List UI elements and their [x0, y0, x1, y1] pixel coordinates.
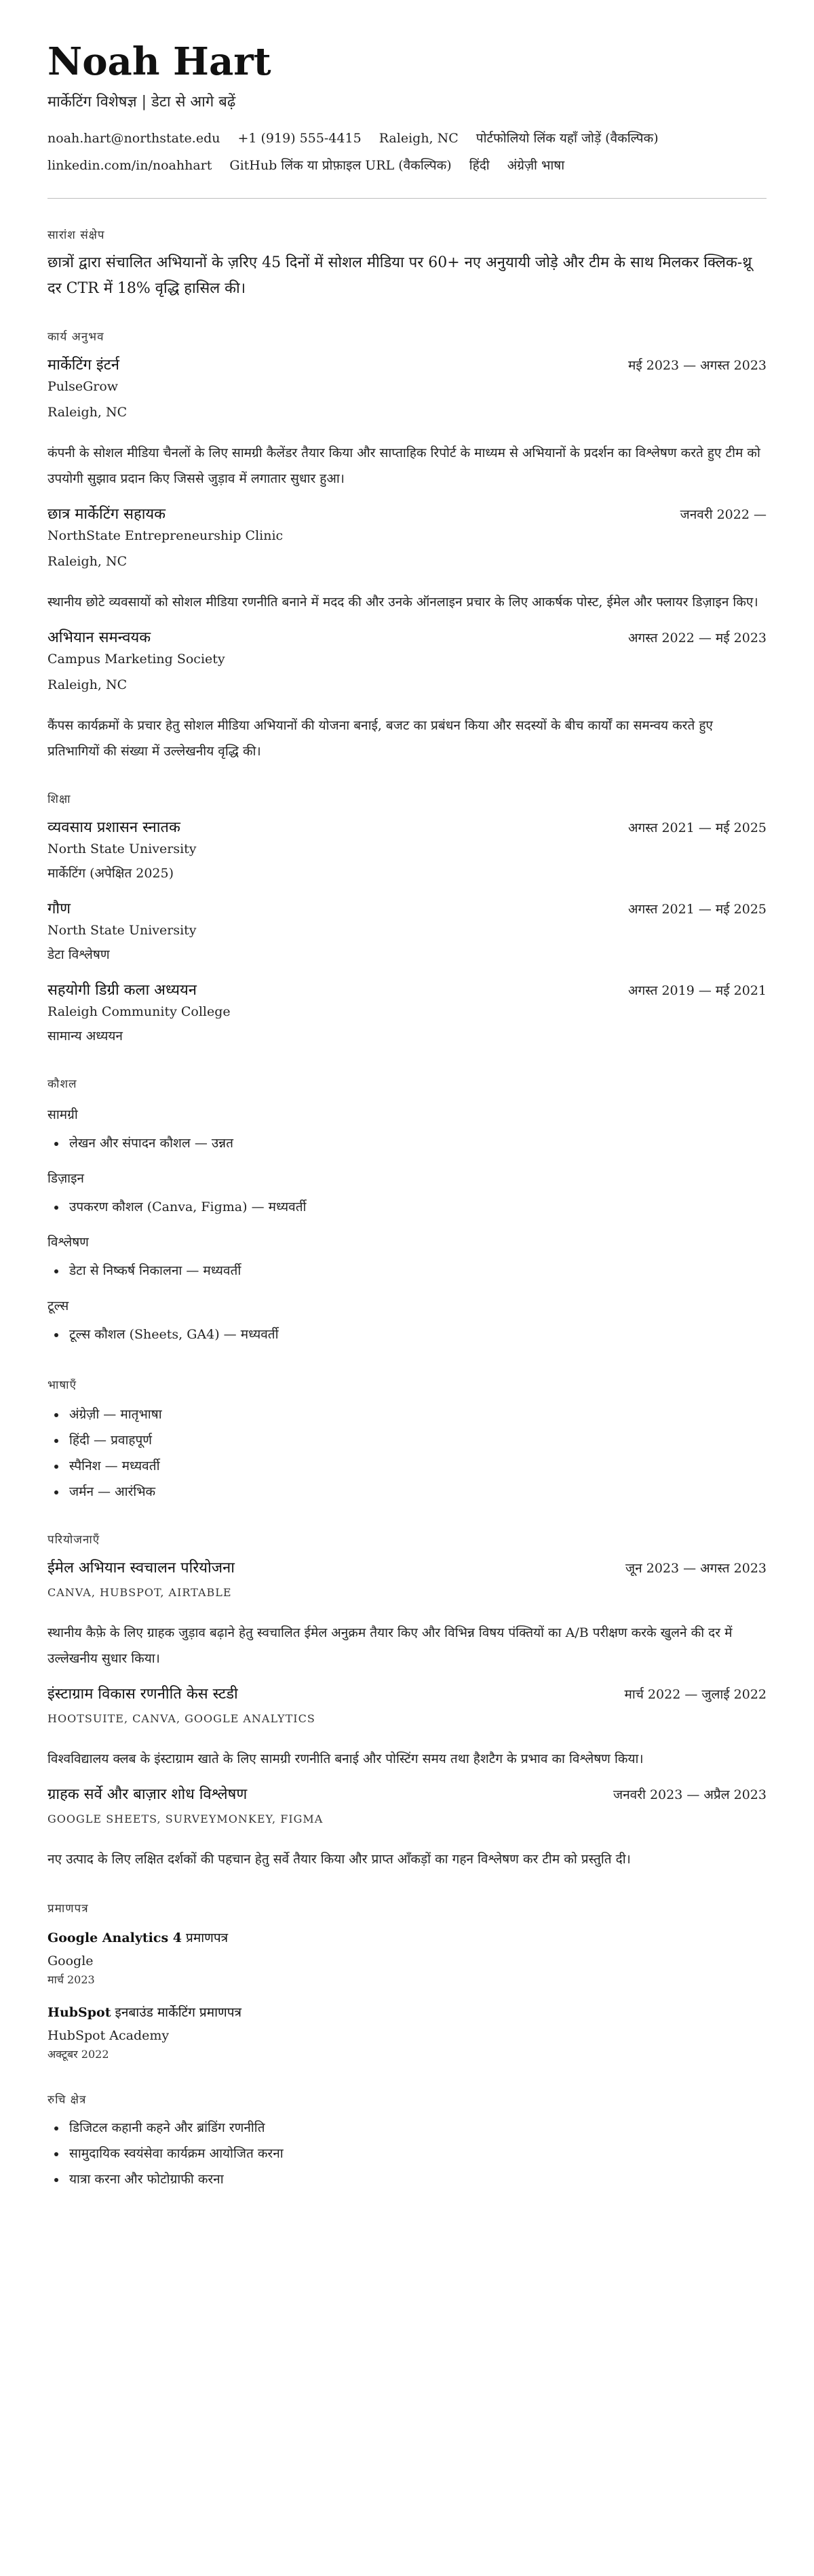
certification-name: [47, 1928, 767, 1948]
skills-heading: कौशल: [47, 1077, 77, 1091]
job-company: PulseGrow: [47, 379, 119, 394]
skill-group-name: टूल्स: [47, 1299, 69, 1313]
school-name: Raleigh Community College: [47, 1004, 231, 1019]
interest-item: • यात्रा करना और फोटोग्राफी करना: [66, 2166, 767, 2192]
job-description: कैंपस कार्यक्रमों के प्रचार हेतु सोशल मीडिया अभियानों की योजना बनाई, बजट का प्रबंधन किया और सदस्यों के बीच कार्यों का समन्वय करते हुए प्रतिभागियों की संख्या में उल्लेखनीय वृद्धि की।: [47, 718, 713, 759]
languages-list: [47, 1402, 767, 1505]
contact-portfolio[interactable]: पोर्टफोलियो लिंक यहाँ जोड़ें (वैकल्पिक): [476, 131, 659, 146]
contact-email[interactable]: noah.hart@northstate.edu: [47, 131, 220, 146]
project-description: नए उत्पाद के लिए लक्षित दर्शकों की पहचान हेतु सर्वे तैयार किया और प्राप्त आँकड़ों का गहन विश्लेषण कर टीम को प्रस्तुति दी।: [47, 1852, 631, 1867]
contact-line-2: [47, 156, 767, 175]
interest-item: • सामुदायिक स्वयंसेवा कार्यक्रम आयोजित करना: [66, 2141, 767, 2166]
language-item: • हिंदी — प्रवाहपूर्ण: [66, 1427, 767, 1453]
project-tools: CANVA, HUBSPOT, AIRTABLE: [47, 1586, 232, 1599]
skill-list: [47, 1194, 767, 1220]
job-description: स्थानीय छोटे व्यवसायों को सोशल मीडिया रणनीति बनाने में मदद की और उनके ऑनलाइन प्रचार के लिए आकर्षक पोस्ट, ईमेल और फ्लायर डिज़ाइन किए।: [47, 595, 758, 610]
education-entry: [47, 817, 767, 884]
skill-group-name: विश्लेषण: [47, 1235, 89, 1250]
contact-language-2: अंग्रेज़ी भाषा: [507, 158, 565, 173]
skill-item: • डेटा से निष्कर्ष निकालना — मध्यवर्ती: [66, 1258, 767, 1284]
job-dates: अगस्त 2022 — मई 2023: [628, 631, 767, 646]
school-name: North State University: [47, 841, 197, 856]
job-title: मार्केटिंग इंटर्न: [47, 357, 120, 374]
interest-item: • डिजिटल कहानी कहने और ब्रांडिंग रणनीति: [66, 2115, 767, 2141]
education-heading: शिक्षा: [47, 793, 71, 806]
project-entry: [47, 1684, 767, 1772]
language-item: • अंग्रेज़ी — मातृभाषा: [66, 1402, 767, 1427]
contact-github[interactable]: GitHub लिंक या प्रोफ़ाइल URL (वैकल्पिक): [229, 158, 452, 173]
degree-detail: सामान्य अध्ययन: [47, 1029, 123, 1044]
certification-date: अक्टूबर 2022: [47, 2048, 109, 2061]
project-entry: [47, 1558, 767, 1671]
summary-heading: सारांश संक्षेप: [47, 229, 105, 242]
project-title: इंस्टाग्राम विकास रणनीति केस स्टडी: [47, 1686, 238, 1703]
header-divider: [47, 198, 767, 199]
project-title: ग्राहक सर्वे और बाज़ार शोध विश्लेषण: [47, 1786, 248, 1803]
certification-name-bold: Google Analytics 4: [47, 1930, 182, 1945]
skill-group: [47, 1105, 767, 1156]
project-entry: [47, 1784, 767, 1872]
degree-title: सहयोगी डिग्री कला अध्ययन: [47, 982, 197, 999]
project-dates: जून 2023 — अगस्त 2023: [625, 1561, 767, 1576]
skill-item: • लेखन और संपादन कौशल — उन्नत: [66, 1130, 767, 1156]
degree-detail: डेटा विश्लेषण: [47, 947, 110, 962]
contact-line-1: [47, 129, 767, 148]
experience-entry: [47, 627, 767, 764]
project-tools: HOOTSUITE, CANVA, GOOGLE ANALYTICS: [47, 1712, 315, 1725]
skill-group-name: डिज़ाइन: [47, 1171, 84, 1186]
job-company: NorthState Entrepreneurship Clinic: [47, 528, 284, 543]
experience-heading: कार्य अनुभव: [47, 330, 104, 344]
skill-list: [47, 1130, 767, 1156]
language-item: • स्पैनिश — मध्यवर्ती: [66, 1453, 767, 1479]
certification-name: [47, 2002, 767, 2023]
job-location: Raleigh, NC: [47, 405, 128, 420]
project-dates: मार्च 2022 — जुलाई 2022: [624, 1687, 767, 1702]
interests-heading: रुचि क्षेत्र: [47, 2093, 87, 2107]
certification-name-rest: प्रमाणपत्र: [182, 1930, 229, 1945]
contact-location: Raleigh, NC: [379, 131, 459, 146]
job-dates: मई 2023 — अगस्त 2023: [628, 358, 767, 373]
project-title: ईमेल अभियान स्वचालन परियोजना: [47, 1560, 235, 1577]
job-title: अभियान समन्वयक: [47, 629, 151, 646]
project-description: विश्वविद्यालय क्लब के इंस्टाग्राम खाते के लिए सामग्री रणनीति बनाई और पोस्टिंग समय तथा हैशटैग के प्रभाव का विश्लेषण किया।: [47, 1751, 644, 1766]
skill-item: • टूल्स कौशल (Sheets, GA4) — मध्यवर्ती: [66, 1322, 767, 1347]
degree-dates: अगस्त 2021 — मई 2025: [628, 820, 767, 835]
degree-title: गौण: [47, 900, 71, 917]
school-name: North State University: [47, 923, 197, 938]
job-location: Raleigh, NC: [47, 554, 128, 569]
certifications-heading: प्रमाणपत्र: [47, 1902, 89, 1916]
certification-name-rest: इनबाउंड मार्केटिंग प्रमाणपत्र: [111, 2005, 242, 2020]
contact-linkedin[interactable]: linkedin.com/in/noahhart: [47, 158, 212, 173]
contact-language-1: हिंदी: [469, 158, 490, 173]
project-description: स्थानीय कैफ़े के लिए ग्राहक जुड़ाव बढ़ाने हेतु स्वचालित ईमेल अनुक्रम तैयार किए और विभिन्न विषय पंक्तियों का A/B परीक्षण करके खुलने की दर में उल्लेखनीय सुधार किया।: [47, 1625, 733, 1666]
interests-list: [47, 2115, 767, 2192]
job-dates: जनवरी 2022 —: [680, 507, 767, 522]
languages-heading: भाषाएँ: [47, 1379, 77, 1392]
job-title: छात्र मार्केटिंग सहायक: [47, 506, 166, 523]
skill-group: [47, 1296, 767, 1347]
summary-text: छात्रों द्वारा संचालित अभियानों के ज़रिए 45 दिनों में सोशल मीडिया पर 60+ नए अनुयायी जोड़े और टीम के साथ मिलकर क्लिक-थ्रू दर CTR में 18% वृद्धि हासिल की।: [47, 254, 752, 297]
skill-group-name: सामग्री: [47, 1107, 78, 1122]
project-tools: GOOGLE SHEETS, SURVEYMONKEY, FIGMA: [47, 1812, 324, 1825]
degree-dates: अगस्त 2021 — मई 2025: [628, 902, 767, 917]
headline: मार्केटिंग विशेषज्ञ | डेटा से आगे बढ़ें: [47, 94, 236, 111]
experience-entry: [47, 355, 767, 492]
certification-entry: [47, 2002, 767, 2063]
certification-issuer: Google: [47, 1954, 94, 1968]
certification-entry: [47, 1928, 767, 1989]
certification-issuer: HubSpot Academy: [47, 2028, 170, 2043]
skill-list: [47, 1258, 767, 1284]
contact-phone[interactable]: +1 (919) 555-4415: [237, 131, 362, 146]
degree-dates: अगस्त 2019 — मई 2021: [628, 983, 767, 998]
projects-heading: परियोजनाएँ: [47, 1533, 100, 1547]
job-company: Campus Marketing Society: [47, 652, 225, 667]
skill-group: [47, 1168, 767, 1220]
education-entry: [47, 980, 767, 1046]
project-dates: जनवरी 2023 — अप्रैल 2023: [613, 1787, 767, 1802]
job-location: Raleigh, NC: [47, 677, 128, 692]
skill-group: [47, 1232, 767, 1284]
degree-detail: मार्केटिंग (अपेक्षित 2025): [47, 866, 174, 881]
language-item: • जर्मन — आरंभिक: [66, 1479, 767, 1505]
skill-list: [47, 1322, 767, 1347]
experience-entry: [47, 504, 767, 615]
certification-date: मार्च 2023: [47, 1973, 95, 1986]
certification-name-bold: HubSpot: [47, 2005, 111, 2020]
education-entry: [47, 898, 767, 965]
skill-item: • उपकरण कौशल (Canva, Figma) — मध्यवर्ती: [66, 1194, 767, 1220]
job-description: कंपनी के सोशल मीडिया चैनलों के लिए सामग्री कैलेंडर तैयार किया और साप्ताहिक रिपोर्ट के माध्यम से अभियानों के प्रदर्शन का विश्लेषण करते हुए टीम को उपयोगी सुझाव प्रदान किए जिससे जुड़ाव में लगातार सुधार हुआ।: [47, 445, 760, 486]
degree-title: व्यवसाय प्रशासन स्नातक: [47, 819, 180, 836]
candidate-name: Noah Hart: [47, 39, 271, 84]
